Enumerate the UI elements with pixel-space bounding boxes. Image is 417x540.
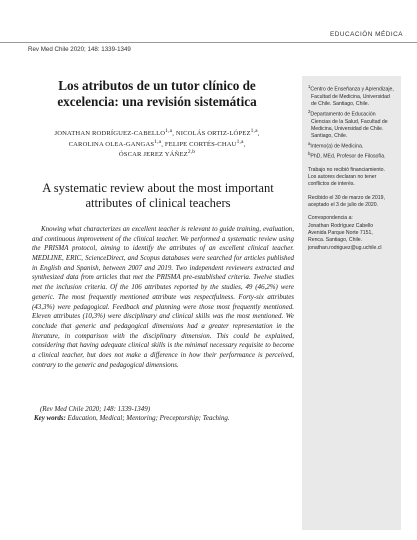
- author-list: [20, 128, 294, 160]
- spanish-title: [22, 78, 292, 110]
- keywords: [34, 414, 230, 422]
- journal-reference: Rev Med Chile 2020; 148: 1339-1349: [28, 46, 131, 53]
- correspondence-label: Correspondencia a:: [308, 215, 353, 222]
- english-title: [18, 181, 298, 211]
- section-label: EDUCACIÓN MÉDICA: [330, 31, 403, 38]
- affiliation-a: $^a$Interno(a) de Medicina.: [308, 140, 364, 150]
- author-line-1: JONATHAN RODRÍGUEZ-CABELLO$^{1,a}$, NICOLÁS ORTIZ-LÓPEZ$^{1,a}$,: [54, 128, 260, 138]
- affiliations-sidebar: [302, 76, 401, 530]
- spanish-title-line-1: Los atributos de un tutor clínico de: [58, 78, 256, 93]
- affiliation-b: $^b$PhD, MEd, Profesor de Filosofía.: [308, 150, 386, 160]
- abstract-text: Knowing what characterizes an excellent teacher is relevant to guide training, evaluation, and continuous improvement of the clinical teacher. We performed a systematic review using the PRISMA protocol, aiming to identify the attributes of an excellent clinical teacher. MEDLINE, ERIC, ScienceDirect, and Scopus databases were searched for articles published in English and Spanish, between 2007 and 2019. Two independent reviewers extracted and synthesized data from articles that met the PRISMA pre-established criteria. Twelve studies met the inclusion criteria. Of the 106 attributes reported by the studies, 49 (46,2%) were generic. The most frequently mentioned attribute was respectfulness. Forty-six attributes (43,3%) were pedagogical. Feedback and planning were those most frequently mentioned. Eleven attributes (10,3%) were disciplinary and clinical skills was the most mentioned. We conclude that generic and pedagogical dimensions had a greater representation in the literature, in comparison with the disciplinary dimension. This could be explained, considering that having adequate clinical skills is the minimal necessary requisite to become a clinical teacher, but does not make a difference in how their performance is perceived, contrary to the generic and pedagogical dimensions.: [32, 225, 294, 369]
- correspondence-email: jonathan.rodriguez@ug.uchile.cl: [308, 244, 382, 251]
- correspondence-address-1: Avenida Parque Norte 7151,: [308, 229, 373, 236]
- funding-note: Trabajo no recibió financiamiento.: [308, 166, 385, 173]
- keywords-label: Key words:: [34, 414, 66, 422]
- correspondence-name: Jonathan Rodríguez Cabello: [308, 222, 374, 229]
- spanish-title-line-2: excelencia: una revisión sistemática: [57, 94, 257, 110]
- affiliation-1: $^1$Centro de Enseñanza y Aprendizaje, Facultad de Medicina, Universidad de Chile. Santiago, Chile.: [308, 84, 394, 108]
- author-line-2: CAROLINA OLEA-GANGAS$^{1,a}$, FELIPE CORTÉS-CHAU$^{1,a}$,: [68, 138, 246, 148]
- conflicts-note: Los autores declaran no tener conflictos de interés.: [308, 174, 377, 188]
- received-date: Recibido el 30 de marzo de 2019, aceptado el 3 de julio de 2020.: [308, 194, 385, 208]
- keywords-value: Education, Medical; Mentoring; Preceptorship; Teaching.: [67, 414, 230, 422]
- english-title-line-2: attributes of clinical teachers: [85, 196, 231, 211]
- correspondence-address-2: Renca. Santiago, Chile.: [308, 237, 363, 244]
- citation: (Rev Med Chile 2020; 148: 1339-1349): [40, 405, 151, 413]
- english-title-line-1: A systematic review about the most important: [42, 181, 274, 195]
- affiliation-2: $^2$Departamento de Educación Ciencias de la Salud, Facultad de Medicina, Universidad de Chile. Santiago, Chile.: [308, 108, 388, 140]
- author-line-3: ÓSCAR JEREZ YÁÑEZ$^{2,b}$: [118, 149, 196, 159]
- header-divider: [0, 42, 417, 43]
